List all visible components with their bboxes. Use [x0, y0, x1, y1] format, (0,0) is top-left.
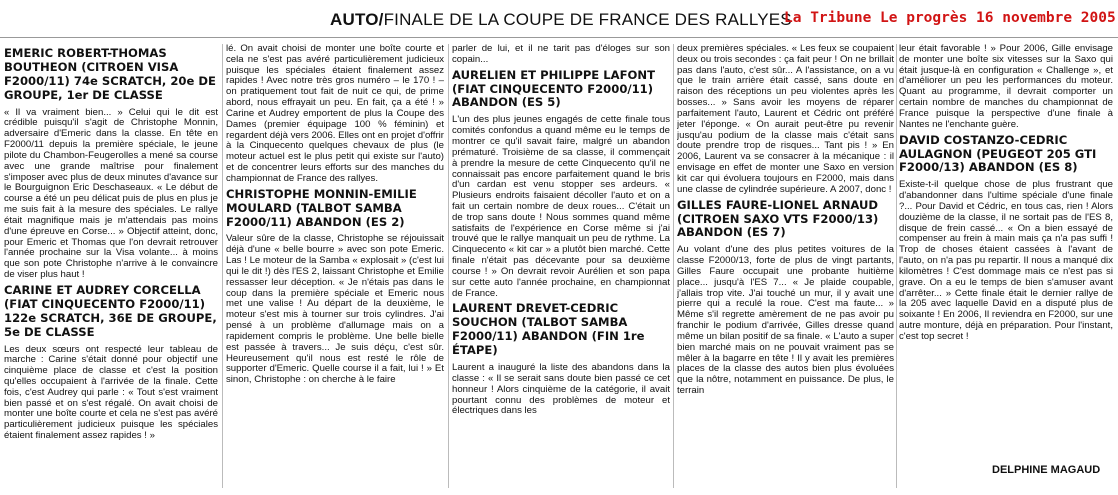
- page-header: [0, 8, 1118, 34]
- article-paragraph: Laurent a inauguré la liste des abandons dans la classe : « Il se serait sans doute bien passé ce cet honneur ! Alors cinquième de la catégorie, il avait pourtant connu des problèmes de moteur et électriques dans les: [452, 362, 670, 417]
- column-5: [899, 44, 1113, 488]
- article-paragraph: Valeur sûre de la classe, Christophe se réjouissait déjà d'une « belle bourre » avec son pote Emeric. Las ! Le moteur de la Samba « explosait » (c'est lui qui le dit !) dès l'ES 2, laissant Christophe et Emilie ressasser leur déception. « Je n'étais pas dans le coup dans la première spéciale et Emeric nous met une valise ! Au départ de la deuxième, le moteur s'est mis à tourner sur trois cylindres. J'ai pensé à un problème d'allumage mais on a rapidement compris le problème. Une belle bielle est passée à travers... Je suis déçu, c'est sûr. Heureusement qu'il nous est resté le rôle de supporter d'Emeric. Quelle course il a fait, lui ! » Et sinon, Christophe : on cherche à le faire: [226, 233, 444, 386]
- crew-heading: AURELIEN ET PHILIPPE LAFONT (FIAT CINQUECENTO F2000/11) ABANDON (ES 5): [452, 67, 656, 110]
- column-divider: [222, 44, 223, 488]
- column-4: [677, 44, 894, 488]
- article-paragraph: Existe-t-il quelque chose de plus frustrant que d'abandonner dans l'ultime spéciale d'une finale ?... Pour David et Cédric, en tous cas, rien ! Alors douzième de la classe, il ne sortait pas de l'ES 8, disque de frein cassé... « On a bien essayé de compenser au frein à main mais ça n'a pas suffi ! Trop de choses étaient cassées à l'avant de l'auto, on n'a pas pu repartir. Il nous a manqué dix kilomètres ! C'est dommage mais ce n'est pas si grave. On a eu le temps de bien s'amuser avant d'arrêter... » Cette finale était le dernier rallye de la 205 avec laquelle David en a disputé plus de soixante ! En 2006, Il reviendra en F2000, sur une autre monture, déjà en préparation. Pour l'instant, c'est top secret !: [899, 179, 1113, 342]
- crew-heading: DAVID COSTANZO-CEDRIC AULAGNON (PEUGEOT 205 GTI F2000/13) ABANDON (ES 8): [899, 132, 1097, 175]
- section-title: [330, 10, 792, 30]
- column-divider: [896, 44, 897, 488]
- crew-heading: CARINE ET AUDREY CORCELLA (FIAT CINQUECENTO F2000/11) 122e SCRATCH, 36E DE GROUPE, 5e DE CLASSE: [4, 282, 217, 339]
- crew-heading: EMERIC ROBERT-THOMAS BOUTHEON (CITROEN VISA F2000/11) 74e SCRATCH, 20e DE GROUPE, 1er DE CLASSE: [4, 46, 216, 102]
- article-paragraph: Au volant d'une des plus petites voitures de la classe F2000/13, forte de plus de vingt partants, Gilles Faure occupait une probante huitième place... jusqu'à l'ES 7... « Je plaide coupable, j'allais trop vite. J'ai touché un mur, il y avait une pierre qui a reculé la roue. C'est ma faute... » Même s'il regrette amèrement de ne pas avoir pu franchir le podium d'arrivée, Gilles dresse quand même un bilan positif de sa finale. « L'auto a super bien marché mais on ne pouvait vraiment pas se mêler à la bagarre en tête ! Il y avait les premières places de la classe des autos bien plus évoluées que la nôtre, notamment en puissance. De plus, le terrain: [677, 244, 894, 397]
- column-3: [452, 44, 670, 488]
- article-paragraph: « Il va vraiment bien... » Celui qui le dit est crédible puisqu'il s'agit de Christophe Monnin, adversaire d'Emeric dans la classe. En tête en F2000/11 depuis la première spéciale, le jeune pilote du Chambon-Feugerolles a mené sa course avec une grande maîtrise pour finalement s'imposer avec plus de deux minutes d'avance sur le Bourguignon Eric Deschaseaux. « Le début de course a été un peu délicat puis de plus en plus je me suis fait à la mesure des spéciales. Le rallye était magnifique mais je m'attendais pas moins d'une épreuve en Corse... » Objectif atteint, donc, pour Emeric et Thomas que l'on devrait retrouver l'année prochaine sur la Visa volante... à moins que son pote Christophe n'arrive à le convaincre de viser plus haut !: [4, 106, 218, 281]
- column-divider: [673, 44, 674, 488]
- article-paragraph: lé. On avait choisi de monter une boîte courte et cela ne s'est pas avéré particulièrement judicieux puisque les spéciales étaient finalement assez rapides ! Avec notre très gros numéro – le 170 ! – on pratiquement tout fait de nuit ce qui, de prime abord, nous effrayait un peu. En fait, ça a été ! » Carine et Audrey emportent de plus la Coupe des Dames (premier équipage 100 % féminin) et regardent déjà vers 2006. Elles ont en projet d'offrir à la Cinquecento quelques chevaux de plus (le moteur actuel est le plus petit qui existe sur l'auto) et de concentrer leurs efforts sur des manches du championnat de France des rallyes.: [226, 44, 444, 184]
- article-paragraph: L'un des plus jeunes engagés de cette finale tous comités confondus a quand même eu le temps de montrer ce qu'il savait faire, malgré un abandon prématuré. Troisième de sa classe, il commençait à prendre la mesure de cette Cinquecento qu'il ne connaissait pas encore parfaitement quand le bris d'un cardan est venu stopper ses ardeurs. « Plusieurs endroits faisaient décoller l'auto et on a fait un certain nombre de deux roues... C'était un de trop sans doute ! Nous sommes quand même satisfaits de l'expérience en Corse même si j'ai trouvé que le rallye manquait un peu de rythme. La Cinquecento « kit car » a plutôt bien marché. Cette finale n'était pas décevante pour sa deuxième course ! » On devrait revoir Aurélien et son papa sur cette auto l'année prochaine, en championnat de France.: [452, 114, 670, 299]
- section-label: AUTO/: [330, 10, 384, 29]
- article-paragraph: Les deux sœurs ont respecté leur tableau de marche : Carine s'était donné pour objectif une cinquième place de classe et c'est la position qu'elles occupaient à l'arrivée de la finale. Cette fois, c'est Audrey qui parle : « Tout s'est vraiment bien passé et on s'est régalé. On avait choisi de monter une boîte courte et cela ne s'est pas avéré particulièrement judicieux puisque les spéciales étaient finalement assez rapides ! »: [4, 343, 218, 442]
- column-divider: [448, 44, 449, 488]
- crew-heading: GILLES FAURE-LIONEL ARNAUD (CITROEN SAXO VTS F2000/13) ABANDON (ES 7): [677, 197, 879, 240]
- column-1: [4, 44, 218, 488]
- author-byline: DELPHINE MAGAUD: [992, 464, 1101, 476]
- article-paragraph: leur était favorable ! » Pour 2006, Gille envisage de monter une boîte six vitesses sur la Saxo qui était jusque-là en configuration « Challenge », et d'améliorer un peu les performances du moteur. Quant au programme, il devrait comporter un certain nombre de manches du championnat de France puisque la perspective d'une finale à Nantes ne l'enchante guère.: [899, 44, 1113, 130]
- article-paragraph: parler de lui, et il ne tarit pas d'éloges sur son copain...: [452, 44, 670, 65]
- column-2: [226, 44, 444, 488]
- article-title: FINALE DE LA COUPE DE FRANCE DES RALLYES: [383, 10, 792, 29]
- crew-heading: LAURENT DREVET-CEDRIC SOUCHON (TALBOT SAMBA F2000/11) ABANDON (FIN 1re ÉTAPE): [452, 301, 645, 358]
- article-paragraph: deux premières spéciales. « Les feux se coupaient deux ou trois secondes : ça fait peur ! On ne brillait pas dans l'auto, c'est sûr... A l'assistance, on a vu que le train arrière était cassé, sans doute en raison des réceptions un peu violentes après les bosses... » Sans avoir les moyens de réparer parfaitement l'auto, Laurent et Cédric ont préféré jeter l'éponge. « On aurait peut-être pu revenir jusqu'au podium de la classe mais c'était sans doute prendre trop de risques... Tant pis ! » En 2006, Laurent va se consacrer à la mécanique : il envisage en effet de monter une Saxo en version kit car qui évoluera toujours en F2000, mais dans une classe de cylindrée supérieure. A 2007, donc !: [677, 44, 894, 195]
- crew-heading: CHRISTOPHE MONNIN-EMILIE MOULARD (TALBOT SAMBA F2000/11) ABANDON (ES 2): [226, 186, 417, 229]
- publication-source: La Tribune Le progrès 16 novembre 2005: [784, 10, 1116, 26]
- header-rule: [0, 37, 1118, 38]
